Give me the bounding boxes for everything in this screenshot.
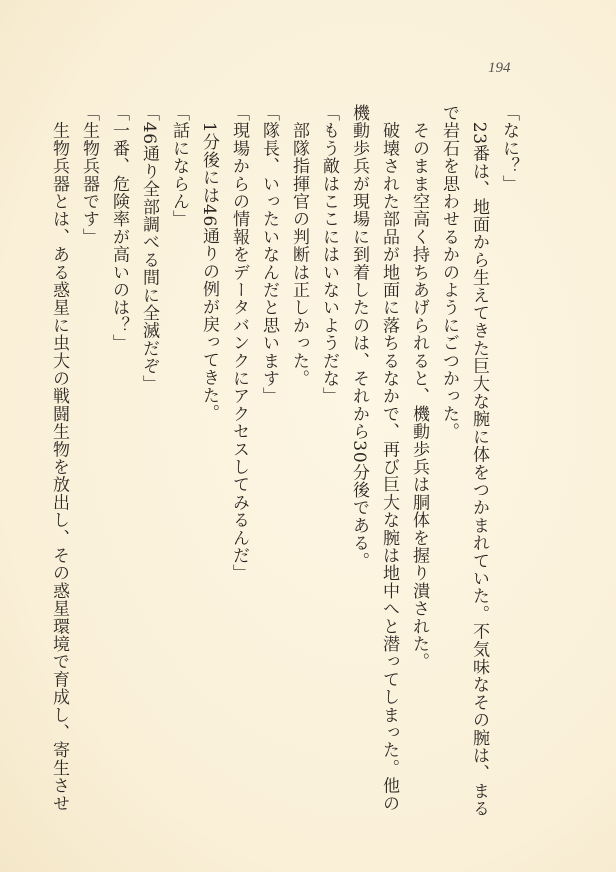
text-line: 部隊指揮官の判断は正しかった。: [289, 104, 309, 388]
page-number: 194: [488, 60, 511, 76]
text-line: 生物兵器とは、ある惑星に虫大の戦闘生物を放出し、その惑星環境で育成し、寄生させ: [49, 104, 69, 812]
text-line: 「話にならん」: [169, 104, 189, 228]
text-line: 1分後には46通りの例が戻ってきた。: [199, 104, 219, 422]
text-line: 「46通り全部調べる間に全滅だぞ」: [139, 104, 159, 393]
text-line: 「現場からの情報をデータバンクにアクセスしてみるんだ」: [229, 104, 249, 582]
text-line: 「隊長、いったいなんだと思います」: [259, 104, 279, 405]
text-line: 「なに？」: [499, 104, 519, 193]
text-line: 「生物兵器です」: [79, 104, 99, 246]
text-line: 機動歩兵が現場に到着したのは、それから30分後である。: [349, 104, 369, 570]
text-line: そのまま空高く持ちあげられると、機動歩兵は胴体を握り潰された。: [409, 104, 429, 671]
text-line: 「一番、危険率が高いのは？」: [109, 104, 129, 352]
text-line: 23番は、地面から生えてきた巨大な腕に体をつかまれていた。不気味なその腕は、まる: [469, 104, 489, 818]
text-line: 破壊された部品が地面に落ちるなかで、再び巨大な腕は地中へと潜ってしまった。他の: [379, 104, 399, 812]
text-line: で岩石を思わせるかのようにごつかった。: [439, 104, 459, 441]
vertical-text-block: [44, 104, 524, 824]
text-line: 「もう敵はここにはいないようだな」: [319, 104, 339, 405]
